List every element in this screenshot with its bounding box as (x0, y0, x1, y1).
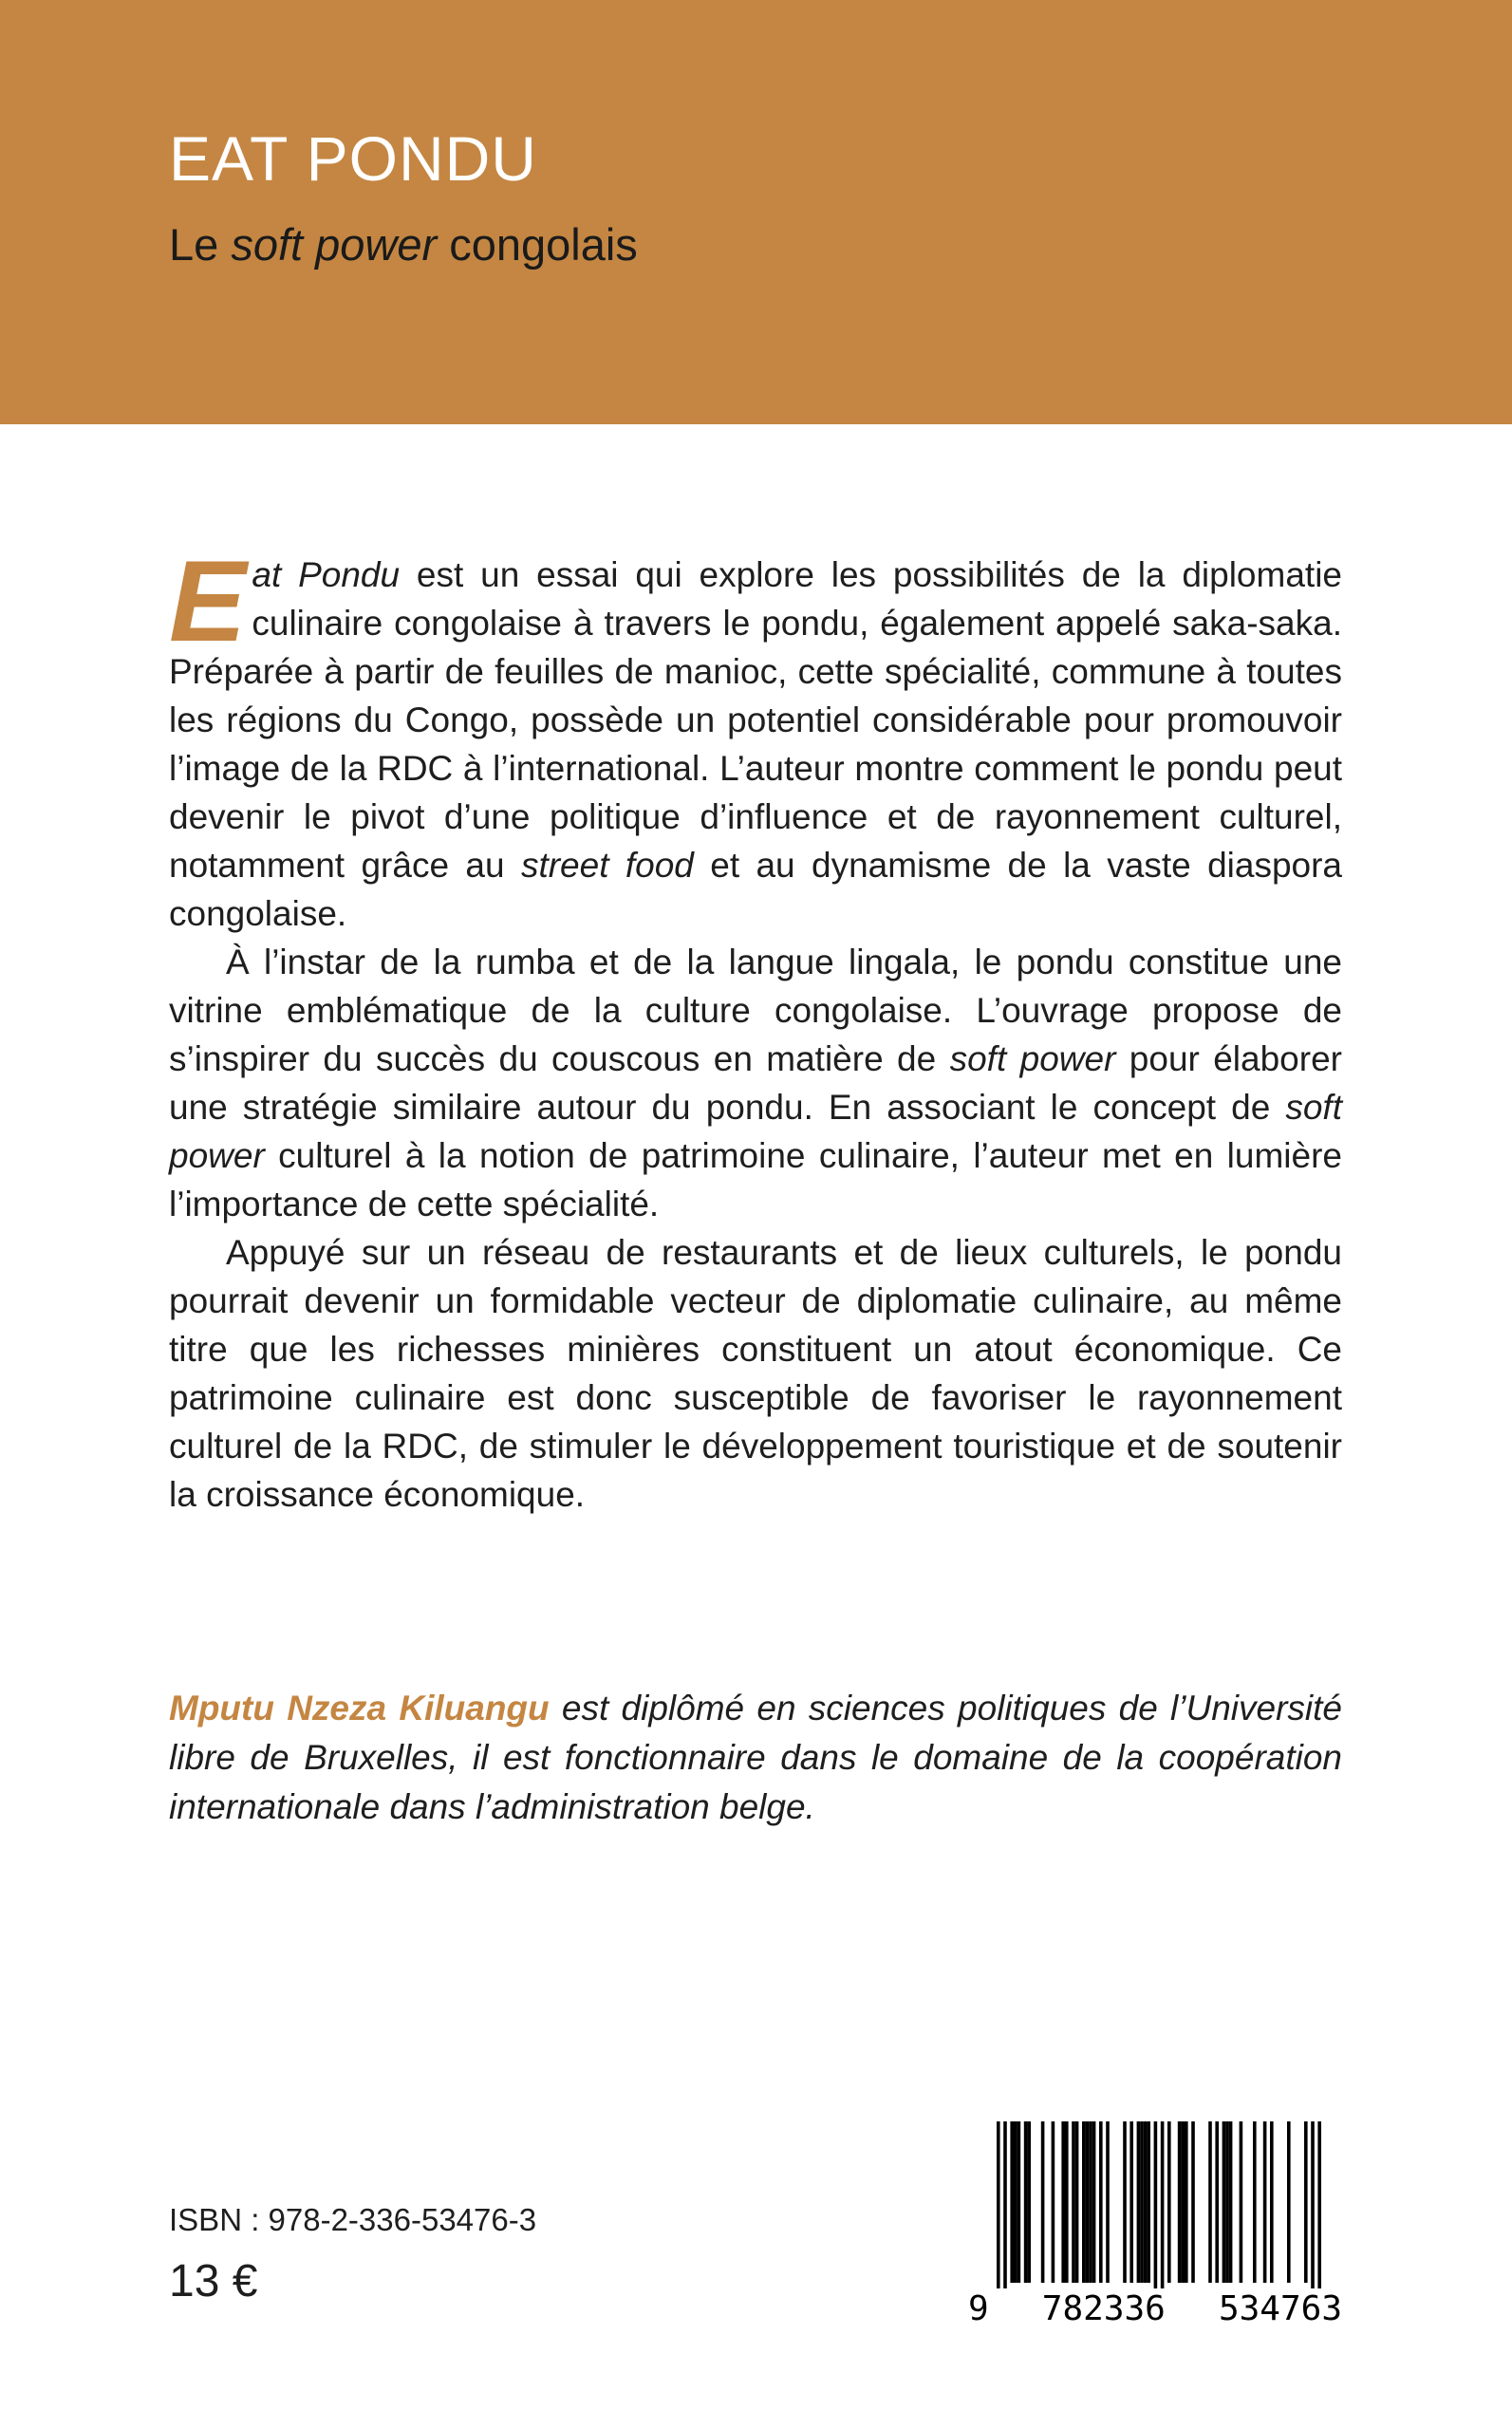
blurb-title-em: at Pondu (252, 555, 401, 594)
blurb-text: est un essai qui explore les possibilités de la diplomatie culinaire congolaise à travers le pondu, également appelé saka-saka. Préparée à partir de feuilles de manioc, cette spécialité, commune à toutes les régions du Congo, possède un potentiel considérable pour promouvoir l’image de la RDC à l’international. L’auteur montre comment le pondu peut devenir le pivot d’une politique d’influence et de rayonnement culturel, notamment grâce au (169, 555, 1342, 885)
blurb (169, 536, 1343, 1519)
barcode-bar (1052, 2121, 1055, 2283)
title-band (0, 0, 1512, 424)
blurb-paragraph-2 (169, 938, 1342, 1228)
drop-cap: E (169, 536, 247, 665)
barcode-bar (1075, 2121, 1079, 2283)
blurb-text: culturel à la notion de patrimoine culinaire, l’auteur met en lumière l’importance de cette spécialité. (169, 1136, 1342, 1223)
book-subtitle (169, 219, 638, 270)
barcode-bar (1311, 2121, 1315, 2288)
barcode-digit-group: 534763 (1218, 2289, 1342, 2328)
price: 13 € (169, 2256, 258, 2306)
subtitle-em: soft power (231, 219, 438, 270)
barcode-bar (1225, 2121, 1229, 2283)
barcode-bar (1144, 2121, 1148, 2283)
barcode-bar (1099, 2121, 1103, 2283)
barcode-bar (1229, 2121, 1233, 2283)
barcode-bar (1223, 2121, 1226, 2283)
barcode-bar (1317, 2121, 1321, 2288)
barcode-bar (1082, 2121, 1086, 2283)
barcode-bar (1106, 2121, 1110, 2283)
barcode-bar (1287, 2121, 1291, 2283)
barcode-bar (1024, 2121, 1028, 2283)
author-name: Mputu Nzeza Kiluangu (169, 1689, 550, 1727)
barcode-bar (1140, 2121, 1144, 2283)
barcode (968, 2121, 1342, 2330)
barcode-bar (1161, 2121, 1165, 2288)
barcode-bar (1147, 2121, 1150, 2283)
barcode-bar (1017, 2121, 1021, 2283)
author-bio (169, 1684, 1342, 1832)
blurb-em: soft power (169, 1088, 1342, 1175)
barcode-bar (1191, 2121, 1195, 2283)
barcode-bar (1041, 2121, 1045, 2283)
barcode-digit-group: 9 (968, 2289, 989, 2328)
blurb-em: soft power (949, 1039, 1116, 1078)
barcode-digits (968, 2289, 1342, 2328)
barcode-bar (1086, 2121, 1090, 2283)
barcode-bar (1304, 2121, 1308, 2283)
barcode-bar (1270, 2121, 1274, 2283)
subtitle-post: congolais (437, 219, 638, 270)
blurb-paragraph-3: Appuyé sur un réseau de restaurants et de lieux culturels, le pondu pourrait devenir un formidable vecteur de diplomatie culinaire, au même titre que les richesses minières constituent un atout économique. Ce patrimoine culinaire est donc susceptible de favoriser le rayonnement culturel de la RDC, de stimuler le développement touristique et de soutenir la croissance économique. (169, 1233, 1342, 1514)
barcode-bar (1181, 2121, 1185, 2283)
blurb-text: À l’instar de la rumba et de la langue lingala, le pondu constitue une vitrine emblématique de la culture congolaise. L’ouvrage propose de s’inspirer du succès du couscous en matière de (169, 943, 1342, 1078)
barcode-bar (1092, 2121, 1096, 2283)
barcode-bar (1167, 2121, 1171, 2283)
barcode-bar (1240, 2121, 1243, 2283)
barcode-bar (1027, 2121, 1031, 2283)
barcode-bar (1154, 2121, 1158, 2288)
barcode-bar (1014, 2121, 1017, 2283)
blurb-paragraph-1 (169, 536, 1343, 938)
author-bio-text: est diplômé en sciences politiques de l’Université libre de Bruxelles, il est fonctionnaire dans le domaine de la coopération internationale dans l’administration belge. (169, 1689, 1342, 1826)
barcode-bar (1253, 2121, 1257, 2283)
barcode-bar (1065, 2121, 1069, 2283)
blurb-text: pour élaborer une stratégie similaire autour du pondu. En associant le concept de (169, 1039, 1342, 1127)
barcode-bar (1178, 2121, 1182, 2283)
barcode-bar (1263, 2121, 1267, 2283)
barcode-bar (1072, 2121, 1075, 2283)
subtitle-pre: Le (169, 219, 232, 270)
blurb-text: et au dynamisme de la vaste diaspora congolaise. (169, 846, 1343, 933)
barcode-bar (1089, 2121, 1092, 2283)
barcode-bar (1003, 2121, 1007, 2288)
barcode-digit-group: 782336 (1041, 2289, 1166, 2328)
barcode-bars (968, 2121, 1342, 2288)
barcode-bar (1185, 2121, 1188, 2283)
blurb-em: street food (520, 846, 694, 885)
barcode-bar (1123, 2121, 1127, 2283)
barcode-bar (1061, 2121, 1065, 2283)
isbn: ISBN : 978-2-336-53476-3 (169, 2202, 537, 2237)
barcode-bar (1010, 2121, 1014, 2283)
barcode-bar (1215, 2121, 1219, 2283)
barcode-bar (1129, 2121, 1133, 2283)
barcode-bar (1137, 2121, 1141, 2283)
book-title: EAT PONDU (169, 123, 537, 194)
barcode-bar (1208, 2121, 1212, 2283)
barcode-bar (997, 2121, 1000, 2288)
